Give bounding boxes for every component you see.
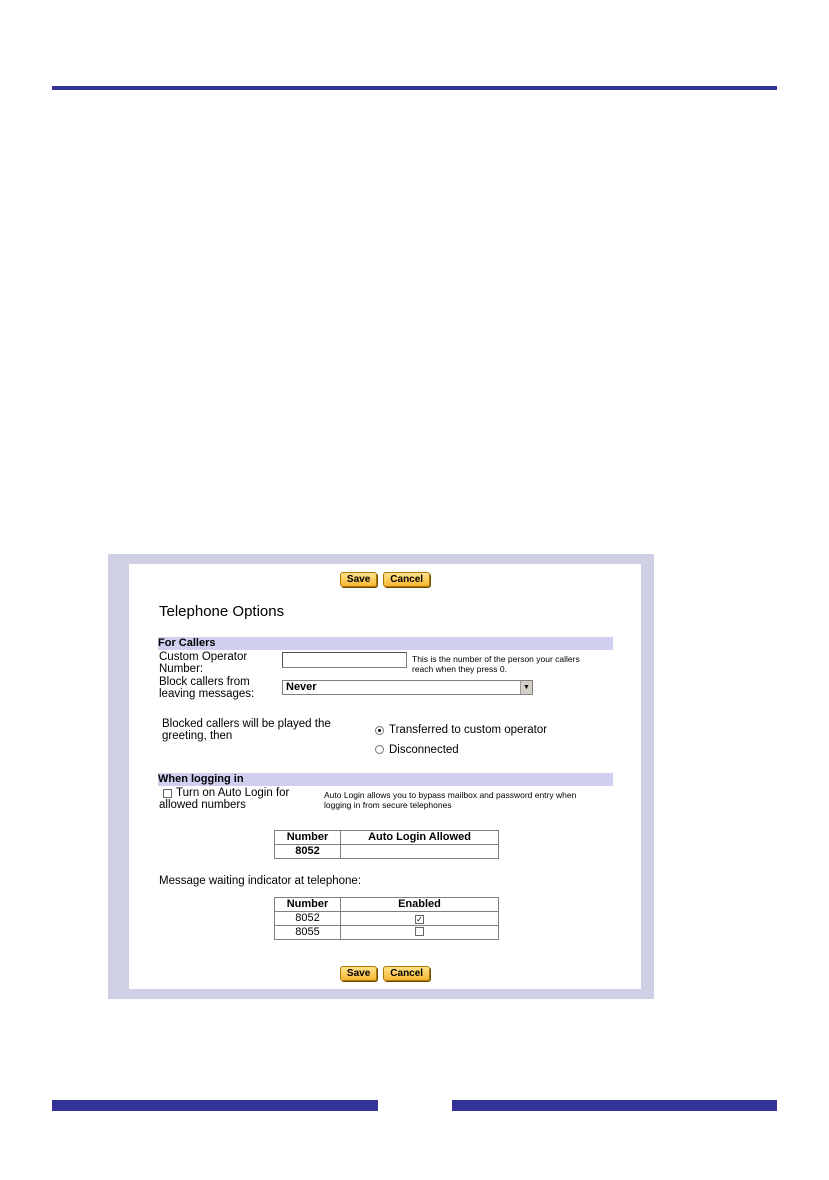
column-header-auto-login: Auto Login Allowed xyxy=(341,831,499,845)
mwi-enabled-checkbox-8052[interactable]: ✓ xyxy=(416,915,423,924)
mwi-enabled-cell xyxy=(341,926,499,940)
for-callers-header: For Callers xyxy=(158,637,613,650)
auto-login-table xyxy=(274,830,499,859)
radio-transferred[interactable] xyxy=(375,726,384,735)
logging-in-header: When logging in xyxy=(158,773,613,786)
custom-operator-label-line1: Custom Operator xyxy=(159,651,248,663)
block-callers-label-line2: leaving messages: xyxy=(159,688,255,700)
block-callers-selected: Never xyxy=(286,681,317,693)
auto-login-table-header xyxy=(275,831,499,845)
auto-login-number: 8052 xyxy=(275,845,341,859)
auto-login-hint-line2: logging in from secure telephones xyxy=(324,800,452,810)
radio-disconnected-label: Disconnected xyxy=(389,744,459,756)
blocked-greeting-label-line2: greeting, then xyxy=(162,730,233,742)
auto-login-label-line2: allowed numbers xyxy=(159,799,246,811)
blocked-greeting-label-line1: Blocked callers will be played the xyxy=(162,718,331,730)
auto-login-label-line1: Turn on Auto Login for xyxy=(176,787,290,799)
column-header-enabled: Enabled xyxy=(341,898,499,912)
auto-login-label xyxy=(159,787,289,811)
auto-login-hint xyxy=(324,790,576,810)
column-header-number: Number xyxy=(275,898,341,912)
custom-operator-label xyxy=(159,651,247,675)
mwi-enabled-cell xyxy=(341,912,499,926)
top-button-row xyxy=(129,572,641,587)
block-callers-label xyxy=(159,676,254,700)
custom-operator-label-line2: Number: xyxy=(159,663,204,675)
mwi-number: 8055 xyxy=(275,926,341,940)
mwi-label: Message waiting indicator at telephone: xyxy=(159,875,362,887)
block-callers-label-line1: Block callers from xyxy=(159,676,250,688)
custom-operator-input[interactable] xyxy=(282,652,407,668)
footer-rule-left xyxy=(52,1100,378,1111)
dropdown-arrow-icon[interactable]: ▼ xyxy=(520,681,532,694)
auto-login-allowed xyxy=(341,845,499,859)
telephone-options-panel xyxy=(129,564,641,989)
block-callers-select[interactable] xyxy=(282,680,533,695)
screenshot-frame xyxy=(108,554,654,999)
table-row xyxy=(275,926,499,940)
footer-rule-right xyxy=(452,1100,777,1111)
custom-operator-hint xyxy=(412,654,580,674)
save-button-top[interactable]: Save xyxy=(340,572,377,587)
mwi-number: 8052 xyxy=(275,912,341,926)
mwi-enabled-checkbox-8055[interactable] xyxy=(415,927,424,936)
cancel-button-top[interactable]: Cancel xyxy=(383,572,430,587)
bottom-button-row xyxy=(129,966,641,981)
header-rule xyxy=(52,86,777,90)
cancel-button-bottom[interactable]: Cancel xyxy=(383,966,430,981)
save-button-bottom[interactable]: Save xyxy=(340,966,377,981)
custom-operator-hint-line2: reach when they press 0. xyxy=(412,664,507,674)
mwi-table xyxy=(274,897,499,940)
radio-disconnected[interactable] xyxy=(375,745,384,754)
blocked-greeting-label xyxy=(162,718,331,742)
page-title: Telephone Options xyxy=(159,603,285,620)
mwi-table-header xyxy=(275,898,499,912)
column-header-number: Number xyxy=(275,831,341,845)
custom-operator-hint-line1: This is the number of the person your callers xyxy=(412,654,580,664)
table-row xyxy=(275,845,499,859)
table-row xyxy=(275,912,499,926)
auto-login-hint-line1: Auto Login allows you to bypass mailbox and password entry when xyxy=(324,790,577,800)
radio-transferred-label: Transferred to custom operator xyxy=(389,724,548,736)
